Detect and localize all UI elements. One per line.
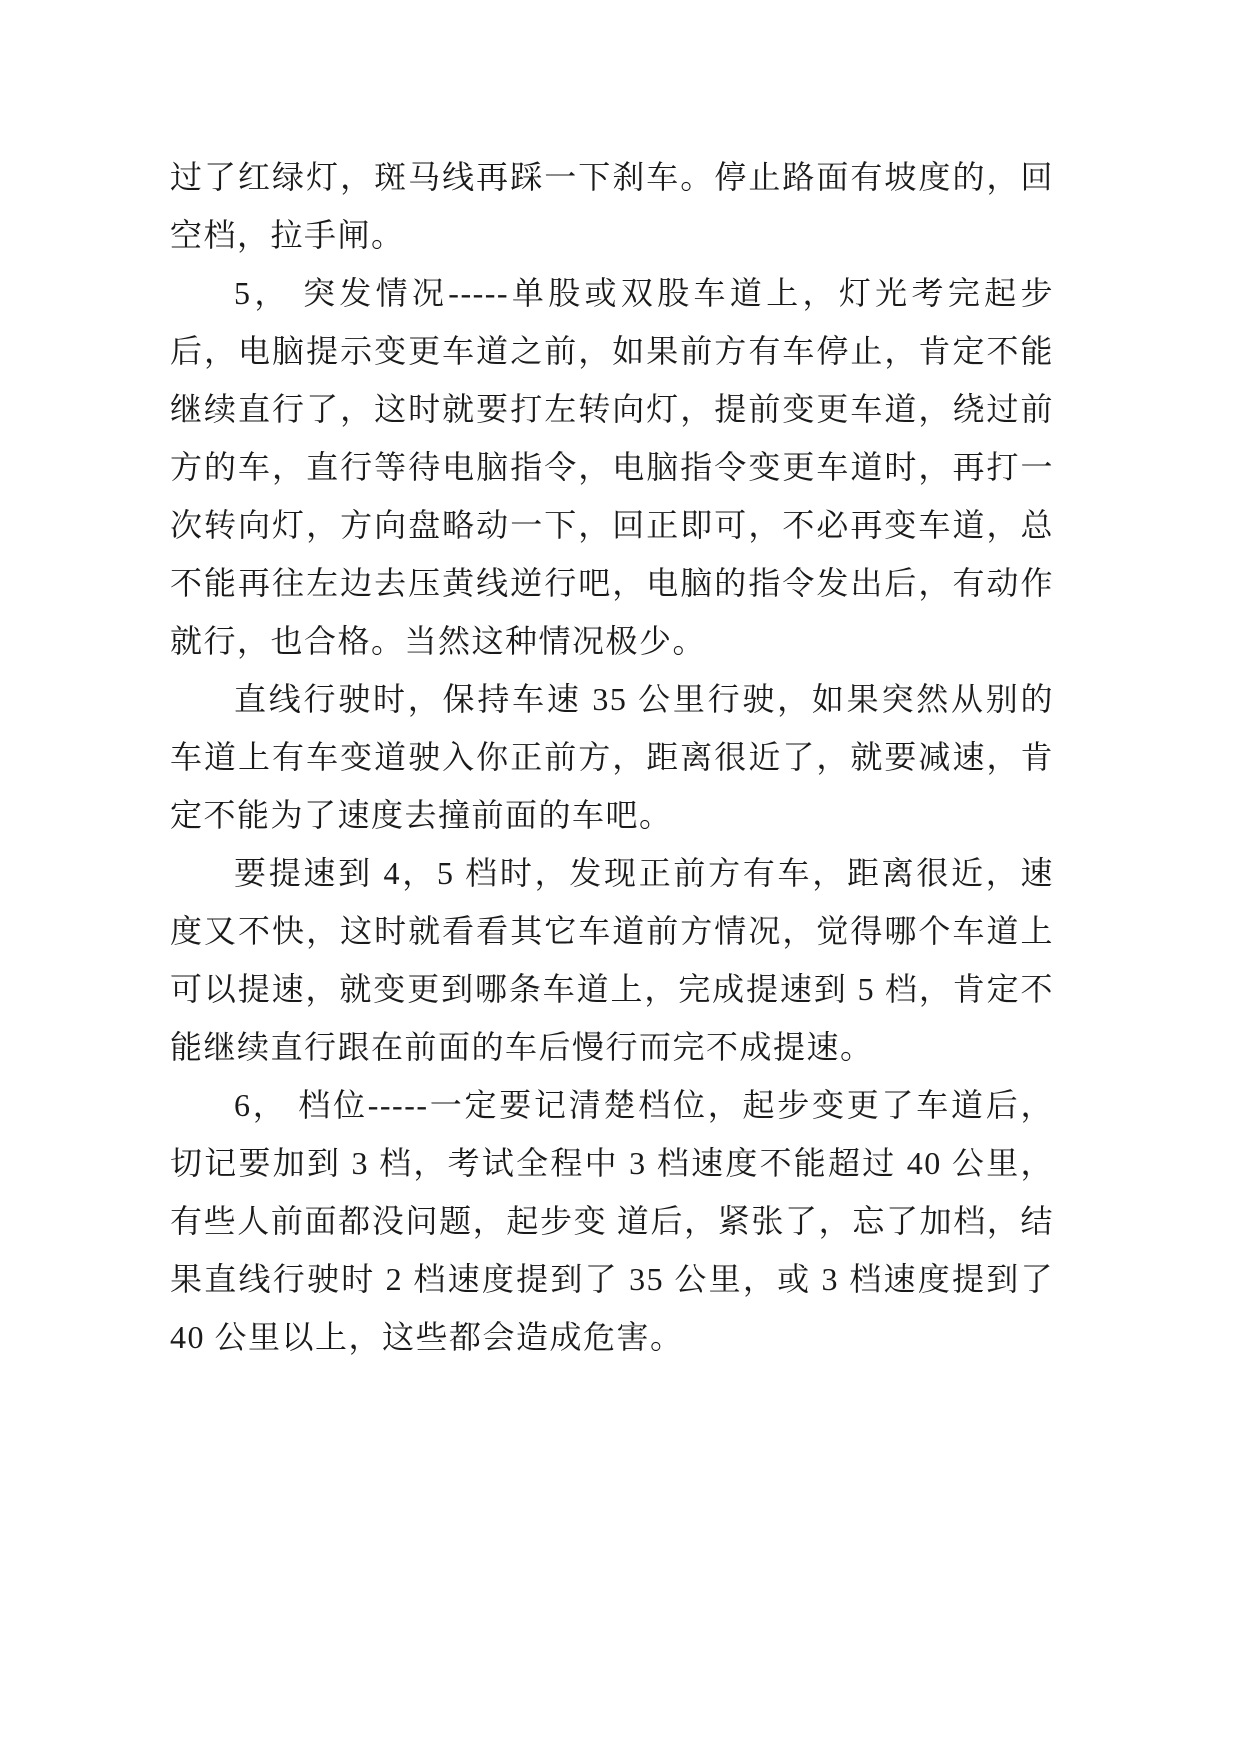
paragraph-brake-handbrake-continuation: 过了红绿灯，斑马线再踩一下刹车。停止路面有坡度的，回空档，拉手闸。 [170,159,1054,253]
paragraph-item6-gear-positions: 6， 档位-----一定要记清楚档位，起步变更了车道后，切记要加到 3 档，考试全程中 3 档速度不能超过 40 公里，有些人前面都没问题，起步变 道后，紧张了，忘了加档，结果直线行驶时 2 档速度提到了 35 公里，或 3 档速度提到了 40 公里以上，这些都会造成危害。 [170,1087,1054,1355]
document-body [170,148,1054,1366]
paragraph-straight-driving-speed: 直线行驶时，保持车速 35 公里行驶，如果突然从别的车道上有车变道驶入你正前方，距离很近了，就要减速，肯定不能为了速度去撞前面的车吧。 [170,681,1054,833]
paragraph-accelerating-gears-4-5: 要提速到 4，5 档时，发现正前方有车，距离很近，速度又不快，这时就看看其它车道前方情况，觉得哪个车道上可以提速，就变更到哪条车道上，完成提速到 5 档，肯定不能继续直行跟在前面的车后慢行而完不成提速。 [170,855,1054,1065]
paragraph-item5-emergency-situations: 5， 突发情况-----单股或双股车道上，灯光考完起步后，电脑提示变更车道之前，如果前方有车停止，肯定不能继续直行了，这时就要打左转向灯，提前变更车道，绕过前方的车，直行等待电脑指令，电脑指令变更车道时，再打一次转向灯，方向盘略动一下，回正即可，不必再变车道，总不能再往左边去压黄线逆行吧，电脑的指令发出后，有动作就行，也合格。当然这种情况极少。 [170,275,1054,659]
